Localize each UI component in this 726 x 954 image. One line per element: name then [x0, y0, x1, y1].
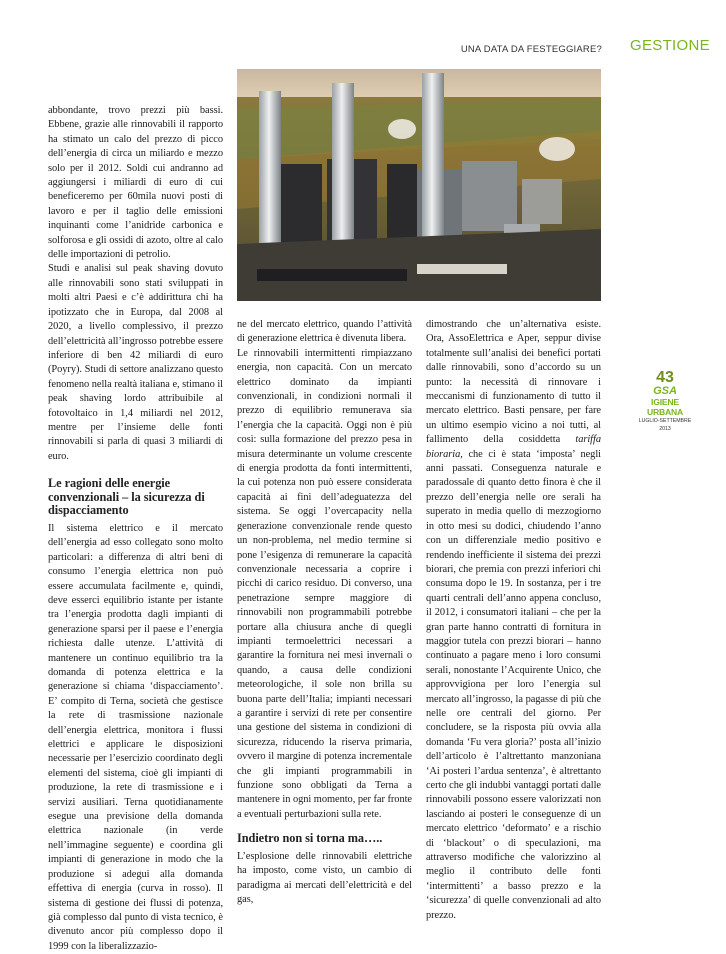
subheading: Indietro non si torna ma….. [237, 831, 383, 846]
text-run: dimostrando che un’alternativa esiste. Ora, AssoElettrica e Aper, seppur divise totalmente sull’analisi dei benefici portati dalle rinnovabili, sono d’accordo su un punto: la necessità di rinnovare i meccanismi di funzionamento di tutto il mercato elettrico. Basti pensare, per fare un ultimo esempio vicino a noi tutti, al fallimento della cosiddetta [426, 319, 601, 446]
paragraph: Le rinnovabili intermittenti rimpiazzano energia, non capacità. Con un mercato elettrico dominato da impianti convenzionali, in condizioni normali il prezzo di equilibrio remunerava sia l’energia che la capacità. Oggi non è più così: sulla formazione del prezzo pesa in misura determinante un volume crescente di energia prodotta da fonti intermittenti, la cui potenza non può essere considerata capacità ai fini dell’adeguatezza del sistema. Se oggi l’overcapacity nella generazione convenzionale rende questo un non-problema, nel medio termine si pone l’esigenza di remunerare la capacità convenzionale necessaria a coprire i picchi di carico residuo. Di converso, una penetrazione sempre maggiore di rinnovabili non programmabili potrebbe portare alla chiusura anche di quegli impianti termoelettrici necessari a garantire la fornitura nei mesi invernali o quando, a causa delle condizioni meteorologiche, il sole non brilla su buona parte dell’Italia; impianti necessari a garantire i servizi di rete per consentire una gestione del sistema in condizioni di sicurezza, riducendo la riserva primaria, ovvero il margine di potenza incrementale che gli impianti programmabili in funzione sono obbligati da Terna a mantenere in ogni momento, per far fronte a eventuali perturbazioni sulla rete. [237, 347, 412, 820]
paragraph: Il sistema elettrico e il mercato dell’energia ad esso collegato sono molto particolari: a differenza di altri beni di consumo l’energia elettrica non può essere accumulata facilmente e, quindi, deve esserci equilibrio istante per istante tra l’energia prodotta dagli impianti di generazione sparsi per il paese e l’energia richiesta dalle utenze. L’attività di mantenere un continuo equilibrio tra la domanda di potenza elettrica e la generazione si chiama ‘dispacciamento’. E’ compito di Terna, società che gestisce la rete di trasmissione nazionale dell’energia elettrica, monitora i flussi elettrici e applicare le disposizioni necessarie per l’esercizio coordinato degli elementi del sistema, cioè gli impianti di produzione, la rete di trasmissione e i servizi ausiliari. Terna quotidianamente esegue una previsione della domanda elettrica nazionale (in verde nell’immagine seguente) e coordina gli impianti di generazione in modo che la produzione si adegui alla domanda effettiva di energia (curva in rosso). Il sistema di gestione dei flussi di potenza, già complesso dal punto di vista tecnico, è divenuto ancor più complesso dopo il 1999 con la liberalizzazio- [48, 522, 223, 952]
article-column-1 [48, 104, 223, 954]
page-folio [634, 370, 696, 433]
magazine-logo-gsa: GSA [653, 385, 677, 397]
power-plant-photo [237, 69, 601, 301]
page-number: 43 [656, 369, 674, 386]
article-column-3 [426, 318, 601, 923]
power-plant-illustration [237, 69, 601, 301]
paragraph: Studi e analisi sul peak shaving dovuto alle rinnovabili sono stati sviluppati in molti altri Paesi e c’è addirittura chi ha ipotizzato che in Europa, dal 2008 al 2020, a livello complessivo, il prezzo dell’elettricità all’ingrosso potrebbe essere inferiore di ben 42 miliardi di euro (Poyry). Studi di settore analizzano questo fenomeno nella realtà italiana e, stimano il peak shaving lordo attribuibile al fotovoltaico in 1,4 miliardi nel 2012, mentre per l’insieme delle fonti rinnovabili si parla di quasi 3 miliardi di euro. [48, 263, 223, 462]
magazine-logo-name: IGIENE URBANA [646, 397, 684, 417]
text-run: , che ci è stata ‘imposta’ negli anni passati. Conseguenza naturale e paradossale di quanto detto finora è che il prezzo dell’energia nelle ore serali ha superato in media quello di mezzogiorno in otto mesi su dodici, chiudendo l’anno con un differenziale medio positivo e rendendo inefficiente il sistema dei prezzi biorari, che premia con prezzi inferiori chi consuma dopo le 19. In sostanza, per i tre quarti centrali dell’anno appena concluso, il 2012, i consumatori italiani – che per la gran parte hanno contratti di fornitura in maggior tutela con prezzi biorari – hanno continuato a pagare meno i loro consumi serali, nonostante l’Acquirente Unico, che approvvigiona per loro l’energia sul mercato all’ingrosso, la pagasse di più che nelle ore centrali del giorno. Per concludere, se la risposta più ovvia alla domanda ‘Fu vera gloria?’ posta all’inizio dell’articolo è l’altrettanto manzoniana ‘Ai posteri l’ardua sentenza’, è altrettanto certo che gli indubbi vantaggi portati dalle rinnovabili possono essere valorizzati non lasciando ai posteri le conseguenze di un mercato elettrico ‘deformato’ e a rischio di ‘blackout’ o di speculazioni, ma attraverso modifiche che valorizzino al meglio il contributo delle fonti ‘intermittenti’ a basso prezzo e la ‘sicurezza’ di quelle convenzionali ad alto prezzo. [426, 448, 601, 921]
article-column-2 [237, 318, 412, 907]
running-header-kicker: UNA DATA DA FESTEGGIARE? [460, 44, 602, 55]
issue-date: LUGLIO-SETTEMBRE 2013 [638, 418, 692, 432]
section-label: GESTIONE [630, 37, 710, 54]
paragraph: abbondante, trovo prezzi più bassi. Ebbene, grazie alle rinnovabili il rapporto ha stimato un calo del prezzo di picco dell’energia di circa un miliardo e mezzo solo per il 2012. Soldi cui andranno ad aggiungersi i miliardi di euro di cui beneficeremo per 60mila nuovi posti di lavoro e per il taglio delle emissioni inquinanti come l’anidride carbonica e solforosa e gli ossidi di azoto, oltre al calo delle importazioni di petrolio. [48, 105, 223, 261]
paragraph [426, 318, 601, 923]
emphasis-term: tariffa bioraria [426, 434, 601, 460]
paragraph: L’esplosione delle rinnovabili elettriche ha imposto, come visto, un cambio di paradigma ai mercati dell’elettricità e del gas, [237, 850, 412, 906]
paragraph: ne del mercato elettrico, quando l’attività di generazione elettrica è divenuta libera. [237, 319, 412, 345]
subheading: Le ragioni delle energie convenzionali – la sicurezza di dispacciamento [48, 476, 205, 518]
